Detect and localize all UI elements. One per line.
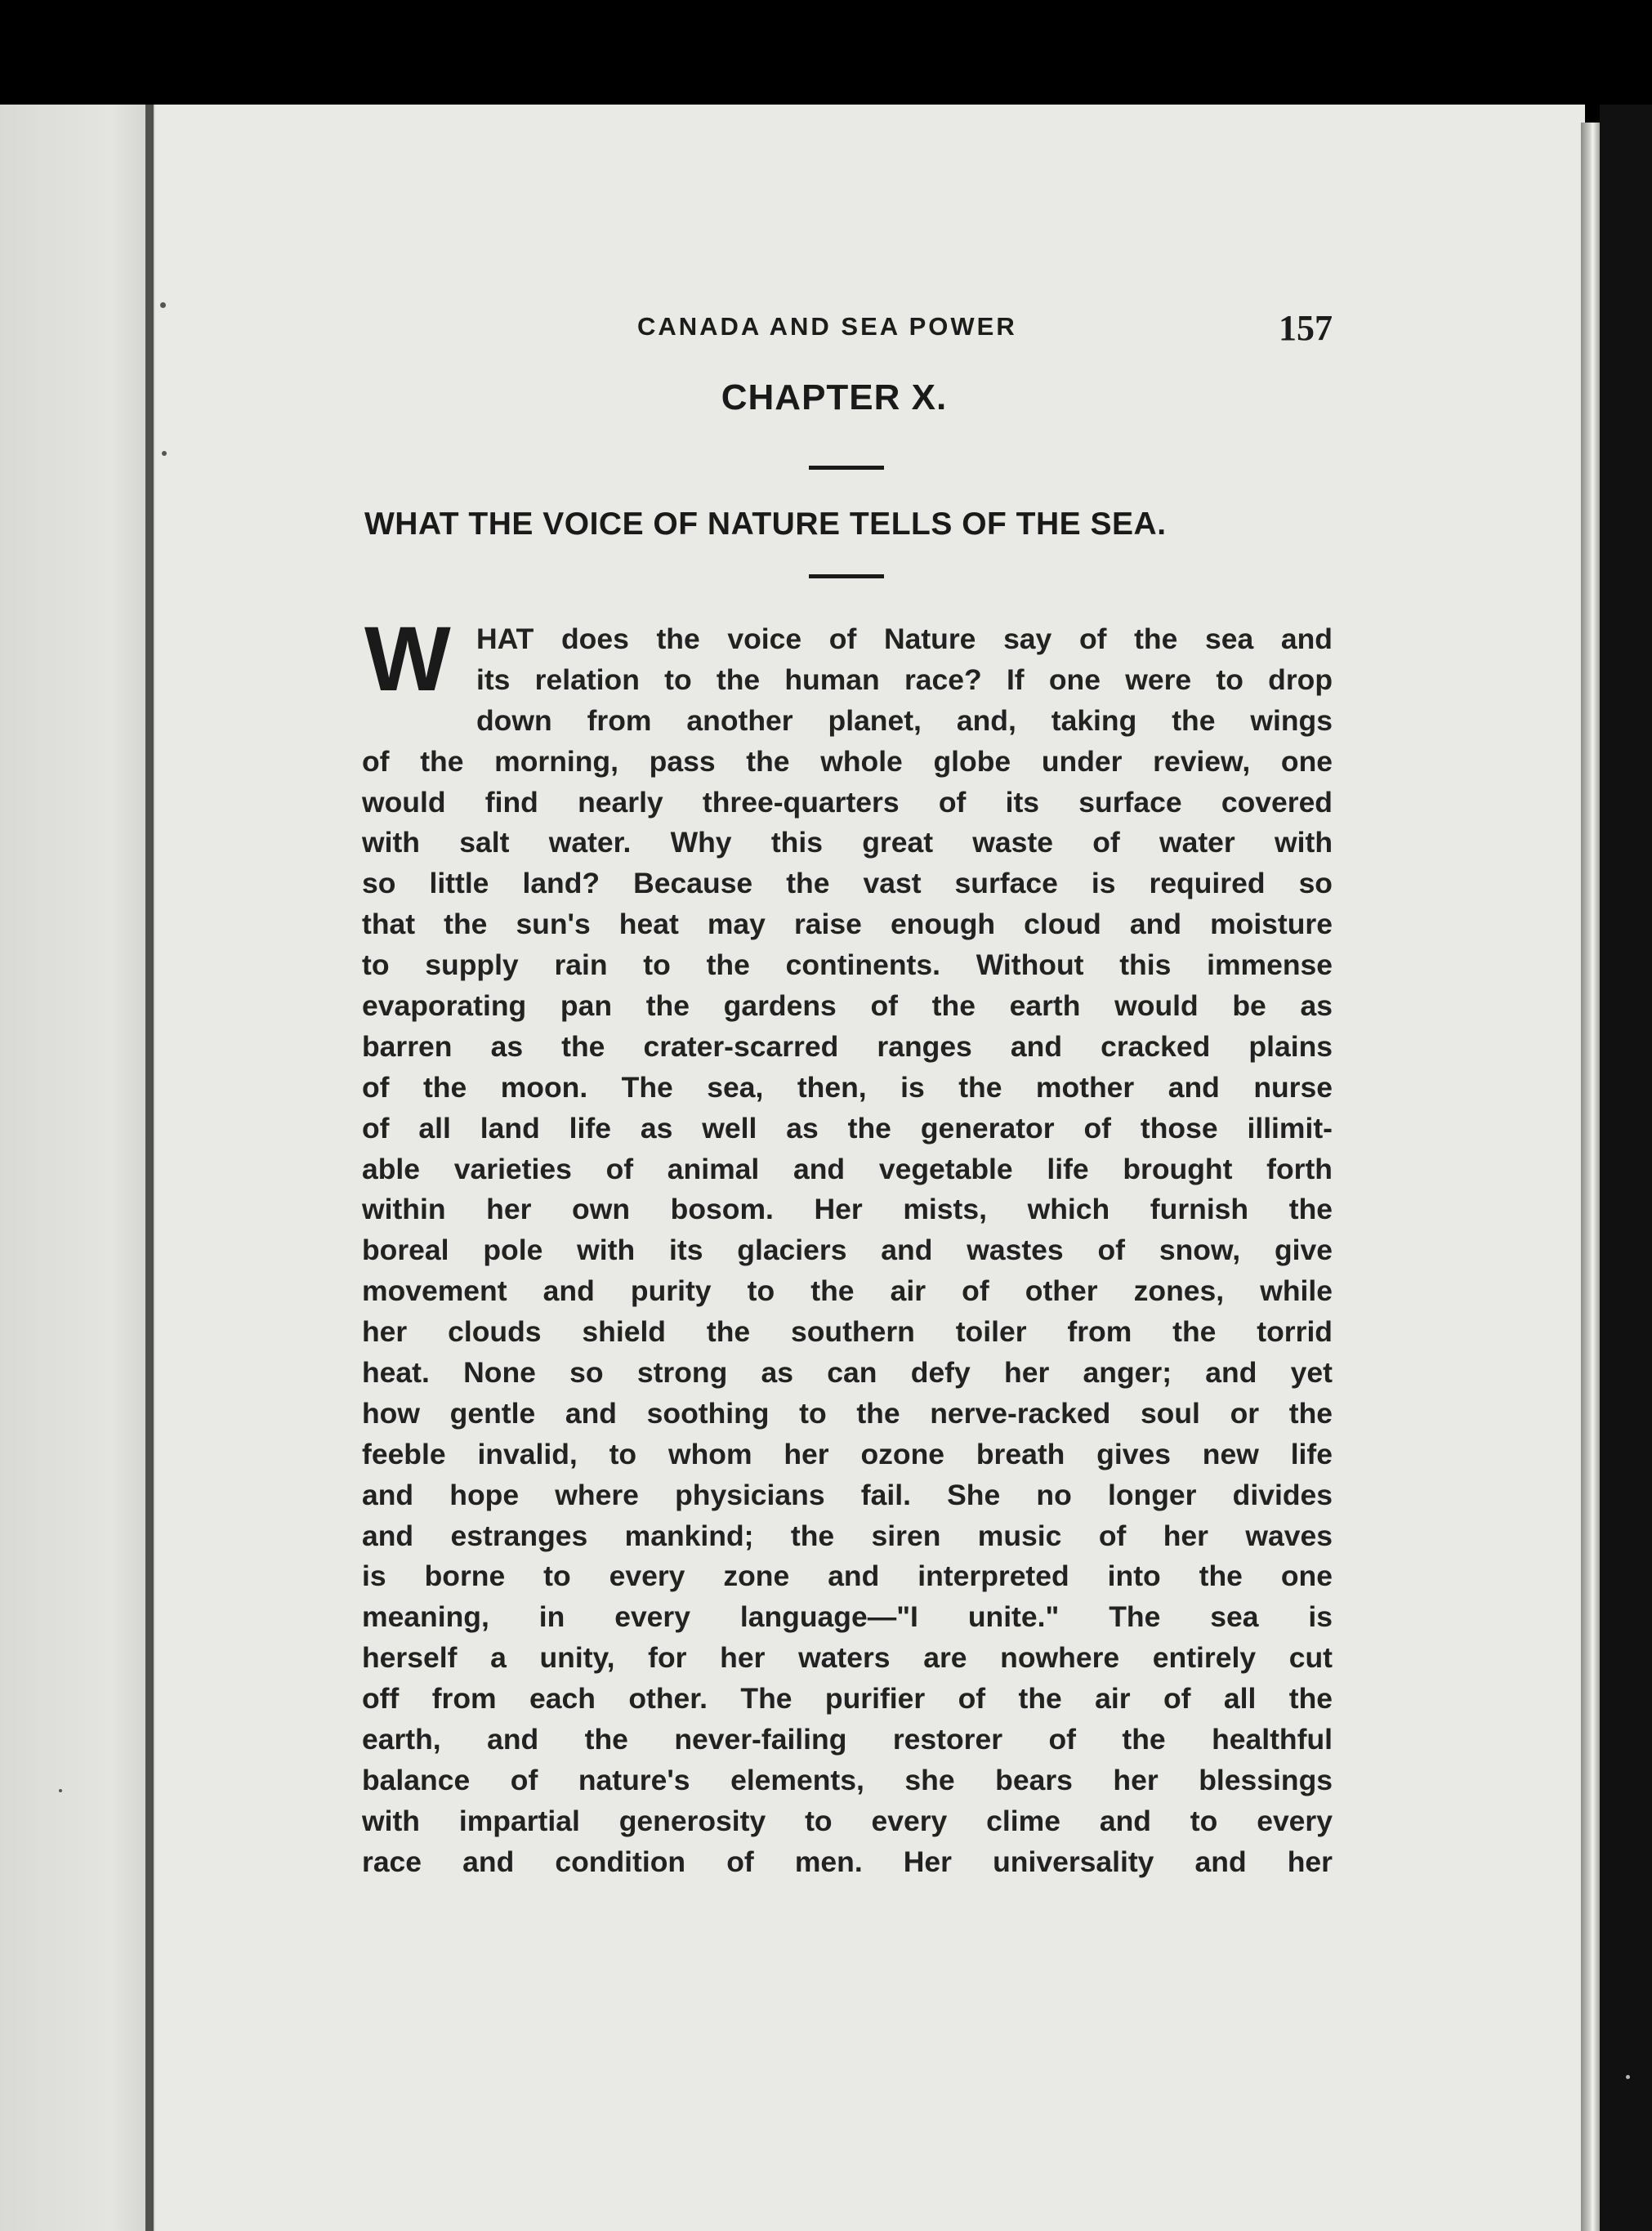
body-line: of the moon. The sea, then, is the mother and nurse: [362, 1070, 1333, 1104]
body-line: feeble invalid, to whom her ozone breath gives new life: [362, 1437, 1333, 1470]
running-head: CANADA AND SEA POWER: [637, 312, 1017, 341]
body-line: heat. None so strong as can defy her anger; and yet: [362, 1356, 1333, 1390]
body-line: of all land life as well as the generator of those illimit-: [362, 1111, 1333, 1145]
body-line: would find nearly three-quarters of its surface covered: [362, 785, 1333, 819]
drop-cap: W: [364, 608, 451, 710]
body-line: off from each other. The purifier of the air of all the: [362, 1682, 1333, 1716]
body-line: earth, and the never-failing restorer of the healthful: [362, 1723, 1333, 1756]
body-line: able varieties of animal and vegetable life brought forth: [362, 1152, 1333, 1185]
body-line: barren as the crater-scarred ranges and cracked plains: [362, 1029, 1333, 1063]
heading-rule-bottom: [809, 574, 884, 578]
body-line: that the sun's heat may raise enough cloud and moisture: [362, 908, 1333, 941]
heading-rule-top: [809, 466, 884, 470]
body-line: boreal pole with its glaciers and wastes of snow, give: [362, 1234, 1333, 1267]
scan-speck: [1626, 2075, 1630, 2079]
body-line: balance of nature's elements, she bears her blessings: [362, 1763, 1333, 1796]
gutter-shadow: [145, 105, 154, 2231]
scan-border: [1600, 105, 1652, 2231]
body-line: and estranges mankind; the siren music of her waves: [362, 1519, 1333, 1552]
body-line: with salt water. Why this great waste of water with: [362, 826, 1333, 859]
body-line: with impartial generosity to every clime and to every: [362, 1804, 1333, 1837]
scan-speck: [59, 1789, 62, 1792]
body-line: down from another planet, and, taking the wings: [476, 703, 1333, 737]
body-line: is borne to every zone and interpreted into the one: [362, 1559, 1333, 1593]
body-line: how gentle and soothing to the nerve-racked soul or the: [362, 1396, 1333, 1430]
page-number: 157: [1279, 308, 1333, 348]
page-right-edge: [1581, 123, 1601, 2231]
body-line: movement and purity to the air of other zones, while: [362, 1274, 1333, 1308]
body-line: HAT does the voice of Nature say of the sea and: [476, 622, 1333, 655]
body-text: [362, 608, 1333, 1883]
body-line: meaning, in every language—"I unite." The sea is: [362, 1600, 1333, 1634]
chapter-heading: CHAPTER X.: [721, 377, 948, 417]
scan-speck: [160, 302, 166, 308]
section-title: WHAT THE VOICE OF NATURE TELLS OF THE SEA.: [364, 506, 1167, 542]
body-line: within her own bosom. Her mists, which furnish the: [362, 1193, 1333, 1226]
body-line: to supply rain to the continents. Without this immense: [362, 948, 1333, 982]
body-line: evaporating pan the gardens of the earth would be as: [362, 989, 1333, 1023]
body-line: its relation to the human race? If one were to drop: [476, 663, 1333, 696]
scan-speck: [162, 451, 167, 456]
facing-page-edge: [0, 105, 159, 2231]
body-line: herself a unity, for her waters are nowhere entirely cut: [362, 1641, 1333, 1675]
body-line: of the morning, pass the whole globe under review, one: [362, 744, 1333, 778]
body-line: race and condition of men. Her universality and her: [362, 1845, 1333, 1878]
body-line: her clouds shield the southern toiler from the torrid: [362, 1315, 1333, 1349]
body-line: and hope where physicians fail. She no longer divides: [362, 1478, 1333, 1511]
body-line: so little land? Because the vast surface is required so: [362, 867, 1333, 900]
